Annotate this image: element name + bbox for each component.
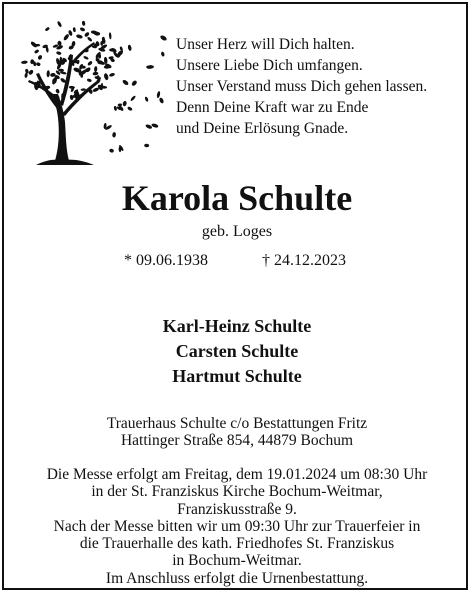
leaf-mark bbox=[36, 62, 41, 67]
poem-line: Denn Deine Kraft war zu Ende bbox=[176, 99, 369, 116]
life-dates bbox=[0, 250, 474, 272]
poem-line: Unser Herz will Dich halten. bbox=[176, 36, 355, 53]
leaf-mark bbox=[63, 33, 70, 41]
leaf-mark bbox=[151, 123, 159, 129]
leaf-mark bbox=[156, 91, 160, 98]
leaf-mark bbox=[131, 80, 138, 87]
leaf-mark bbox=[55, 88, 60, 94]
poem bbox=[176, 34, 462, 139]
leaf-mark bbox=[94, 66, 98, 72]
leaf-mark bbox=[46, 70, 50, 77]
mourning-house bbox=[0, 415, 474, 449]
leaf-mark bbox=[28, 69, 34, 76]
leaf-mark bbox=[87, 78, 92, 82]
leaf-mark bbox=[56, 51, 62, 56]
leaf-mark bbox=[109, 48, 116, 52]
service-line: Nach der Messe bitten wir um 09:30 Uhr zur Trauerfeier in bbox=[53, 517, 421, 535]
poem-line: Unser Verstand muss Dich gehen lassen. bbox=[176, 78, 428, 95]
service-line: Franziskusstraße 9. bbox=[177, 500, 297, 518]
leaf-mark bbox=[84, 31, 90, 37]
leaf-mark bbox=[144, 144, 149, 148]
death-date: † 24.12.2023 bbox=[262, 252, 346, 269]
leaf-mark bbox=[122, 79, 130, 86]
poem-line: Unsere Liebe Dich umfangen. bbox=[176, 57, 363, 74]
leaf-mark bbox=[109, 32, 112, 39]
tree-icon bbox=[14, 14, 172, 166]
mourning-house-line: Trauerhaus Schulte c/o Bestattungen Fritz bbox=[106, 415, 368, 432]
mourning-house-address: Hattinger Straße 854, 44879 Bochum bbox=[120, 432, 354, 449]
leaf-mark bbox=[25, 68, 29, 73]
leaf-mark bbox=[113, 106, 117, 111]
mourners-list bbox=[0, 314, 474, 389]
leaf-mark bbox=[21, 60, 28, 64]
leaf-mark bbox=[57, 21, 63, 28]
mourner-name: Hartmut Schulte bbox=[172, 366, 302, 386]
leaf-mark bbox=[159, 34, 167, 41]
leaf-mark bbox=[79, 27, 85, 32]
leaf-mark bbox=[144, 96, 149, 102]
leaf-mark bbox=[122, 101, 127, 107]
leaf-mark bbox=[45, 27, 51, 32]
leaf-mark bbox=[145, 124, 153, 130]
leaf-mark bbox=[37, 54, 43, 60]
birth-date: * 09.06.1938 bbox=[124, 252, 208, 269]
leaf-mark bbox=[109, 148, 114, 153]
service-line: in Bochum-Weitmar. bbox=[172, 552, 302, 570]
leaf-mark bbox=[83, 55, 89, 60]
service-line: in der St. Franziskus Kirche Bochum-Weitmar, bbox=[91, 483, 383, 501]
leaf-mark bbox=[103, 73, 109, 81]
leaf-mark bbox=[161, 51, 165, 57]
mourner-name: Karl-Heinz Schulte bbox=[162, 316, 312, 336]
leaf-mark bbox=[159, 97, 165, 104]
service-details bbox=[0, 466, 474, 587]
leaf-mark bbox=[87, 36, 93, 42]
leaf-mark bbox=[34, 49, 40, 54]
service-line: Im Anschluss erfolgt die Urnenbestattung. bbox=[105, 569, 369, 587]
leaf-mark bbox=[58, 69, 64, 72]
service-line: die Trauerhalle des kath. Friedhofes St. Franziskus bbox=[79, 535, 395, 553]
leaf-mark bbox=[87, 60, 93, 66]
service-line: Die Messe erfolgt am Freitag, dem 19.01.2024 um 08:30 Uhr bbox=[46, 466, 428, 483]
leaf-mark bbox=[127, 44, 132, 51]
poem-line: und Deine Erlösung Gnade. bbox=[176, 120, 349, 137]
leaf-mark bbox=[92, 72, 98, 76]
leaf-mark bbox=[130, 95, 136, 102]
leaf-mark bbox=[109, 72, 116, 77]
leaf-mark bbox=[127, 106, 133, 111]
leaf-mark bbox=[82, 21, 86, 26]
mourner-name: Carsten Schulte bbox=[175, 341, 299, 361]
maiden-name: geb. Loges bbox=[201, 223, 273, 240]
leaf-mark bbox=[112, 132, 116, 138]
leaf-mark bbox=[73, 27, 77, 32]
leaf-mark bbox=[76, 34, 83, 39]
deceased-name: Karola Schulte bbox=[121, 178, 353, 218]
